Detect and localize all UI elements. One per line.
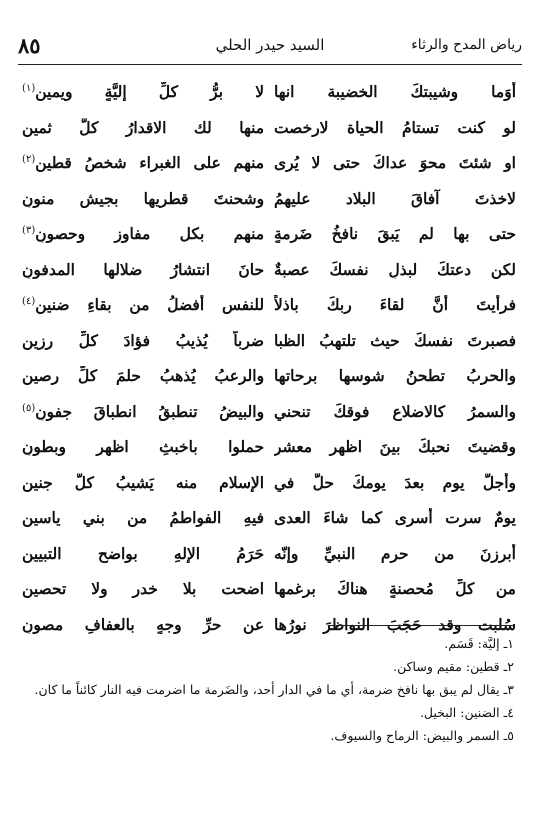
hemistich-left bbox=[22, 82, 264, 101]
hemistich-left bbox=[22, 224, 264, 243]
page-header bbox=[18, 28, 522, 62]
verse-line bbox=[22, 500, 516, 536]
hemistich-left bbox=[22, 615, 264, 634]
footnote: ٥ـ السمر والبيض: الرماح والسيوف. bbox=[330, 728, 514, 743]
verse-line bbox=[22, 74, 516, 110]
hemistich-left bbox=[22, 295, 264, 314]
footnote: ٤ـ الضنين: البخيل. bbox=[419, 705, 514, 720]
hemistich-left-text: منها لك الاقدارُ كلَّ ثمينِ bbox=[22, 117, 265, 137]
footnote-marker: (٣) bbox=[22, 225, 36, 237]
hemistich-left-text: والبيضُ تنطبقُ انطباقَ جفونِ bbox=[35, 401, 265, 421]
verse-line bbox=[22, 465, 516, 501]
hemistich-left bbox=[22, 189, 264, 208]
hemistich-left bbox=[22, 118, 264, 137]
hemistich-right: أوَما وشيبتكَ الخضيبة انها bbox=[273, 82, 516, 102]
poem bbox=[22, 74, 516, 642]
verse-line bbox=[22, 181, 516, 217]
footnote-marker: (٤) bbox=[22, 296, 36, 308]
verse-line bbox=[22, 323, 516, 359]
verse-line bbox=[22, 145, 516, 181]
hemistich-left-text: لا برُّ كلِّ إليَّةٍ ويمينِ bbox=[35, 82, 265, 102]
verse-line bbox=[22, 536, 516, 572]
footnote-marker: (٢) bbox=[22, 154, 36, 166]
hemistich-right: والسمرُ كالاضلاعِ فوقكَ تنحني bbox=[273, 401, 516, 421]
hemistich-right: حتى بها لم يَبقَ نافخُ ضَرمةٍ bbox=[273, 224, 516, 244]
footnote: ٢ـ قطين: مقيم وساكن. bbox=[393, 659, 514, 674]
hemistich-left-text: منهم بكل مفاوزٍ وحصونِ bbox=[35, 224, 265, 244]
page-number: ٨٥ bbox=[18, 32, 41, 58]
hemistich-right: لو كنت تستامُ الحياة لارخصت bbox=[273, 117, 516, 137]
verse-line bbox=[22, 358, 516, 394]
hemistich-right: فرأيتَ أنَّ لقاءَ ربكَ باذلاً bbox=[273, 295, 516, 315]
author-name: السيد حيدر الحلي bbox=[215, 36, 325, 54]
hemistich-left-text: حانَ انتشارُ ضلالها المدفونِ bbox=[22, 259, 265, 279]
hemistich-right: يومٌ سرت أسرى كما شاءَ العدى bbox=[273, 508, 516, 528]
hemistich-left bbox=[22, 153, 264, 172]
hemistich-left-text: اضحت بلا خدرٍ ولا تحصينِ bbox=[22, 579, 265, 599]
hemistich-left-text: عن حرِّ وجهٍ بالعفافِ مصونِ bbox=[22, 614, 265, 634]
footnote: ١ـ إليَّة: قَسَم. bbox=[444, 636, 514, 651]
header-divider bbox=[18, 64, 522, 65]
hemistich-left-text: منهم على الغبراء شخصُ قطينِ bbox=[35, 153, 265, 173]
hemistich-left bbox=[22, 402, 264, 421]
hemistich-right: فصبرتَ نفسكَ حيث تلتهبُ الظبا bbox=[273, 330, 516, 350]
hemistich-left bbox=[22, 366, 264, 385]
hemistich-left-text: ضرباً يُذيبُ فؤادَ كلِّ رزينِ bbox=[22, 330, 265, 350]
hemistich-left bbox=[22, 544, 264, 563]
hemistich-left bbox=[22, 260, 264, 279]
verse-line bbox=[22, 252, 516, 288]
hemistich-right: وقضيتَ نحبكَ بينَ اظهرِ معشرٍ bbox=[273, 437, 516, 457]
hemistich-right: وأجلُّ يومٍ بعدَ يومكَ حلَّ في bbox=[273, 472, 516, 492]
footnote-marker: (٥) bbox=[22, 402, 36, 414]
hemistich-left-text: حَرَمُ الإلهِ بواضحِ التبيينِ bbox=[22, 543, 265, 563]
hemistich-left-text: الإسلامِ منه يَشيبُ كلُّ جنينِ bbox=[22, 472, 265, 492]
hemistich-right: والحربُ تطحنُ شوسها برحاتها bbox=[273, 366, 516, 386]
hemistich-left-text: للنفس أفضلُ من بقاءِ ضنينِ bbox=[35, 295, 265, 315]
verse-line bbox=[22, 571, 516, 607]
hemistich-left bbox=[22, 473, 264, 492]
hemistich-left bbox=[22, 331, 264, 350]
hemistich-left-text: حملوا باخبثِ اظهرٍ وبطونِ bbox=[22, 437, 265, 457]
verse-line bbox=[22, 216, 516, 252]
hemistich-right: او شئتَ محوَ عداكَ حتى لا يُرى bbox=[273, 153, 516, 173]
hemistich-right: أُبرزنَ من حرمِ النبيِّ وإنّه bbox=[273, 543, 516, 563]
hemistich-left-text: فيهِ الفواطمُ من بني ياسينِ bbox=[22, 508, 265, 528]
hemistich-left bbox=[22, 579, 264, 598]
hemistich-right: من كلِّ مُحصنةٍ هناكَ برغمها bbox=[273, 579, 516, 599]
hemistich-left-text: والرعبُ يُذهبُ حلمَ كلِّ رصينِ bbox=[22, 366, 265, 386]
verse-line bbox=[22, 429, 516, 465]
hemistich-left-text: وشحنتَ قطريها بجيش منونِ bbox=[22, 188, 265, 208]
hemistich-left bbox=[22, 437, 264, 456]
verse-line bbox=[22, 287, 516, 323]
hemistich-right: سُلبت وقد حَجَبَ النواظرَ نورُها bbox=[273, 614, 516, 634]
hemistich-right: لاخذتَ آفاقَ البلاد عليهمُ bbox=[273, 188, 516, 208]
book-title: رياض المدح والرثاء bbox=[411, 37, 522, 53]
footnotes bbox=[18, 632, 514, 747]
footnote: ٣ـ يقال لم يبق بها نافخ ضرمة، أي ما في الدار أحد، والضَرمة ما اضرمت فيه النار كائناً ما كان. bbox=[34, 682, 514, 697]
verse-line bbox=[22, 394, 516, 430]
footnote-divider bbox=[328, 625, 514, 626]
hemistich-right: لكن دعتكَ لبذلِ نفسكَ عصبةٌ bbox=[273, 259, 516, 279]
verse-line bbox=[22, 110, 516, 146]
footnote-marker: (١) bbox=[22, 83, 36, 95]
hemistich-left bbox=[22, 508, 264, 527]
